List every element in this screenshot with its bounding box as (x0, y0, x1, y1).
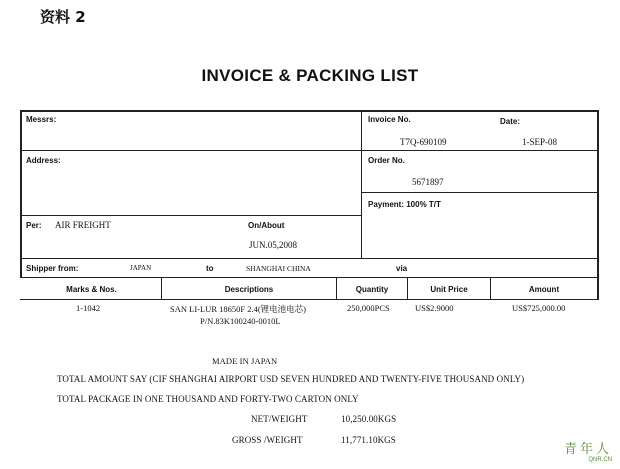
order-no-value: 5671897 (412, 177, 444, 187)
to-label: to (206, 264, 214, 273)
net-weight-label: NET/WEIGHT (251, 414, 308, 424)
to-value: SHANGHAI CHINA (246, 264, 311, 273)
row-description: SAN LI-LUR 18650F 2.4(锂电池电芯) (170, 304, 306, 314)
watermark-url: QNR.CN (588, 457, 612, 463)
row-quantity: 250,000PCS (347, 303, 390, 313)
shipper-from-label: Shipper from: (26, 264, 79, 273)
order-no-label: Order No. (368, 156, 405, 165)
row-part-number: P/N.83K100240-0010L (200, 316, 281, 326)
via-label: via (396, 264, 408, 273)
row-marks: 1-1042 (76, 303, 101, 313)
total-package-text: TOTAL PACKAGE IN ONE THOUSAND AND FORTY-TWO CARTON ONLY (57, 394, 359, 404)
document-title: INVOICE & PACKING LIST (201, 66, 419, 85)
invoice-no-value: T7Q-690109 (400, 137, 447, 147)
invoice-no-label: Invoice No. (368, 115, 411, 124)
col-header-marks: Marks & Nos. (66, 285, 117, 294)
col-header-amount: Amount (528, 285, 560, 294)
per-label: Per: (26, 221, 42, 230)
messrs-label: Messrs: (26, 115, 57, 124)
on-about-label: On/About (248, 221, 285, 230)
on-about-value: JUN.05,2008 (249, 240, 298, 250)
watermark (564, 438, 612, 463)
gross-weight-label: GROSS /WEIGHT (232, 435, 303, 445)
address-label: Address: (26, 156, 61, 165)
per-value: AIR FREIGHT (55, 220, 111, 230)
col-header-quantity: Quantity (355, 285, 389, 294)
payment-terms: Payment: 100% T/T (368, 200, 441, 209)
col-header-unit-price: Unit Price (430, 285, 468, 294)
total-amount-text: TOTAL AMOUNT SAY (CIF SHANGHAI AIRPORT USD SEVEN HUNDRED AND TWENTY-FIVE THOUSAND ONLY) (57, 374, 525, 384)
row-amount: US$725,000.00 (512, 303, 566, 313)
watermark-text: 青年人 (563, 442, 612, 457)
document-label: 资料 2 (40, 8, 86, 26)
gross-weight-value: 11,771.10KGS (341, 435, 396, 445)
date-value: 1-SEP-08 (522, 137, 558, 147)
made-in-label: MADE IN JAPAN (212, 356, 278, 366)
date-label: Date: (500, 117, 521, 126)
row-unit-price: US$2.9000 (415, 303, 454, 313)
shipper-from-value: JAPAN (130, 264, 152, 272)
col-header-descriptions: Descriptions (224, 285, 274, 294)
net-weight-value: 10,250.00KGS (341, 414, 397, 424)
